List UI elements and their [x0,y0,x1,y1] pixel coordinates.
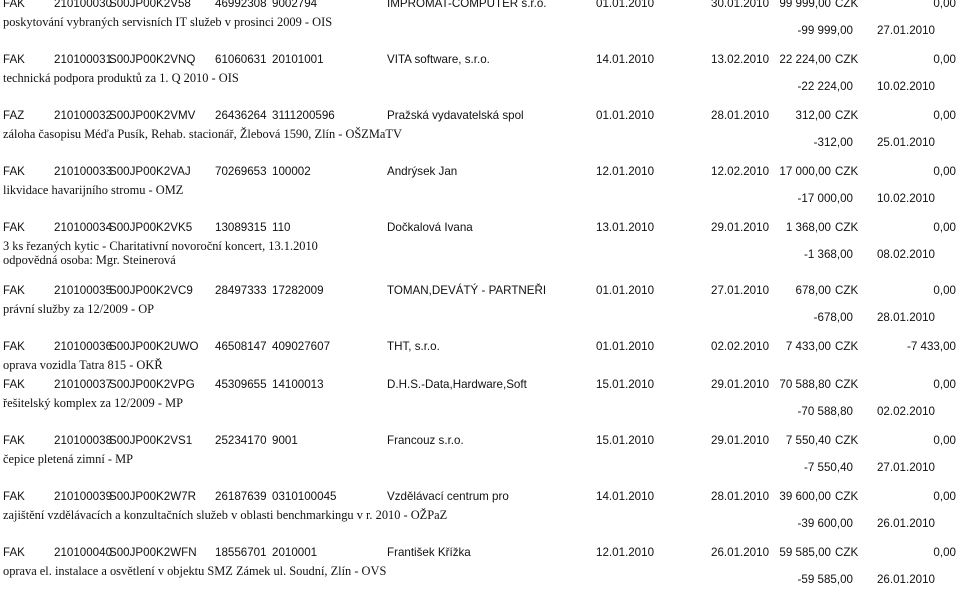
doc-number: 210100031 [54,53,113,66]
currency: CZK [835,490,859,503]
remaining-amount: 0,00 [933,546,956,559]
doc-type: FAZ [3,109,25,122]
supplier-ico: 45309655 [215,378,267,391]
invoice-amount: 678,00 [795,284,831,297]
invoice-amount: 17 000,00 [779,165,831,178]
invoice-description-2: odpovědná osoba: Mgr. Steinerová [3,253,176,267]
doc-code: S00JP00K2VPG [109,378,195,391]
due-date: 30.01.2010 [711,0,770,10]
invoice-description: čepice pletená zimní - MP [3,452,134,466]
due-date: 27.01.2010 [711,284,770,297]
doc-type: FAK [3,490,25,503]
supplier-name: TOMAN,DEVÁTÝ - PARTNEŘI [387,284,547,297]
doc-number: 210100033 [54,165,113,178]
supplier-ref: 20101001 [272,53,324,66]
invoice-amount: 70 588,80 [779,378,831,391]
payment-amount: -7 550,40 [804,461,853,474]
doc-type: FAK [3,378,25,391]
invoice-amount: 312,00 [795,109,831,122]
due-date: 29.01.2010 [711,221,770,234]
invoice-record [0,542,960,598]
supplier-ico: 25234170 [215,434,267,447]
invoice-amount: 39 600,00 [779,490,831,503]
doc-number: 210100038 [54,434,113,447]
currency: CZK [835,434,859,447]
currency: CZK [835,165,859,178]
supplier-name: Vzdělávací centrum pro [387,490,509,503]
supplier-ref: 2010001 [272,546,318,559]
doc-type: FAK [3,221,25,234]
invoice-description: záloha časopisu Méďa Pusík, Rehab. stacionář, Žlebová 1590, Zlín - OŠZMaTV [3,127,402,141]
payment-date: 02.02.2010 [876,405,935,418]
currency: CZK [835,221,859,234]
invoice-description: řešitelský komplex za 12/2009 - MP [3,396,183,410]
doc-code: S00JP00K2VS1 [109,434,193,447]
payment-amount: -70 588,80 [797,405,853,418]
supplier-name: Pražská vydavatelská spol [387,109,524,122]
currency: CZK [835,378,859,391]
issue-date: 15.01.2010 [596,378,655,391]
due-date: 02.02.2010 [711,340,770,353]
doc-number: 210100035 [54,284,113,297]
payment-amount: -39 600,00 [797,517,853,530]
payment-amount: -678,00 [813,311,853,324]
supplier-name: Dočkalová Ivana [387,221,473,234]
issue-date: 12.01.2010 [596,165,655,178]
doc-code: S00JP00K2UWO [109,340,199,353]
invoice-description: likvidace havarijního stromu - OMZ [3,183,184,197]
invoice-record [0,280,960,336]
supplier-ref: 409027607 [272,340,331,353]
invoice-amount: 59 585,00 [779,546,831,559]
doc-number: 210100030 [54,0,113,10]
supplier-ref: 110 [272,221,291,234]
supplier-ico: 46508147 [215,340,267,353]
payment-date: 08.02.2010 [876,248,935,261]
supplier-ref: 17282009 [272,284,324,297]
invoice-record [0,217,960,273]
due-date: 29.01.2010 [711,378,770,391]
supplier-ico: 26187639 [215,490,267,503]
remaining-amount: 0,00 [933,109,956,122]
remaining-amount: 0,00 [933,378,956,391]
doc-code: S00JP00K2VC9 [109,284,193,297]
invoice-record [0,49,960,105]
payment-amount: -59 585,00 [797,573,853,586]
remaining-amount: 0,00 [933,284,956,297]
doc-type: FAK [3,0,25,10]
invoice-amount: 7 433,00 [785,340,831,353]
issue-date: 15.01.2010 [596,434,655,447]
remaining-amount: 0,00 [933,221,956,234]
doc-code: S00JP00K2W7R [109,490,196,503]
supplier-ref: 14100013 [272,378,324,391]
payment-date: 10.02.2010 [876,80,935,93]
supplier-name: IMPROMAT-COMPUTER s.r.o. [387,0,547,10]
issue-date: 14.01.2010 [596,490,655,503]
doc-number: 210100032 [54,109,113,122]
payment-amount: -1 368,00 [804,248,853,261]
supplier-ref: 9002794 [272,0,318,10]
invoice-description: oprava vozidla Tatra 815 - OKŘ [3,358,163,372]
remaining-amount: 0,00 [933,165,956,178]
supplier-ref: 0310100045 [272,490,337,503]
invoice-amount: 1 368,00 [785,221,831,234]
remaining-amount: 0,00 [933,53,956,66]
invoice-amount: 7 550,40 [785,434,831,447]
currency: CZK [835,284,859,297]
invoice-description: zajištění vzdělávacích a konzultačních služeb v oblasti benchmarkingu v r. 2010 - OŽPaZ [3,508,448,522]
doc-type: FAK [3,546,25,559]
due-date: 26.01.2010 [711,546,770,559]
issue-date: 01.01.2010 [596,340,655,353]
doc-code: S00JP00K2WFN [109,546,197,559]
currency: CZK [835,546,859,559]
payment-amount: -312,00 [813,136,853,149]
due-date: 28.01.2010 [711,109,770,122]
doc-type: FAK [3,284,25,297]
doc-number: 210100039 [54,490,113,503]
remaining-amount: 0,00 [933,434,956,447]
payment-date: 10.02.2010 [876,192,935,205]
payment-date: 27.01.2010 [876,24,935,37]
due-date: 12.02.2010 [711,165,770,178]
remaining-amount: 0,00 [933,0,956,10]
invoice-amount: 99 999,00 [779,0,831,10]
invoice-description: technická podpora produktů za 1. Q 2010 - OIS [3,71,239,85]
invoice-record [0,486,960,542]
supplier-name: František Křížka [387,546,471,559]
doc-number: 210100037 [54,378,113,391]
due-date: 29.01.2010 [711,434,770,447]
currency: CZK [835,340,859,353]
doc-type: FAK [3,53,25,66]
invoice-description: právní služby za 12/2009 - OP [3,302,155,316]
supplier-ico: 70269653 [215,165,267,178]
payment-amount: -22 224,00 [797,80,853,93]
invoice-record [0,161,960,217]
payment-amount: -17 000,00 [797,192,853,205]
payment-date: 26.01.2010 [876,517,935,530]
supplier-name: Francouz s.r.o. [387,434,464,447]
supplier-ref: 9001 [272,434,298,447]
doc-code: S00JP00K2VNQ [109,53,196,66]
supplier-name: THT, s.r.o. [387,340,440,353]
doc-type: FAK [3,165,25,178]
doc-number: 210100034 [54,221,113,234]
currency: CZK [835,109,859,122]
invoice-record [0,374,960,430]
doc-code: S00JP00K2VMV [109,109,196,122]
issue-date: 01.01.2010 [596,0,655,10]
supplier-name: Andrýsek Jan [387,165,458,178]
invoice-record [0,430,960,486]
remaining-amount: 0,00 [933,490,956,503]
doc-code: S00JP00K2VK5 [109,221,193,234]
doc-code: S00JP00K2VAJ [109,165,191,178]
invoice-amount: 22 224,00 [779,53,831,66]
supplier-ico: 46992308 [215,0,267,10]
supplier-ref: 100002 [272,165,311,178]
issue-date: 12.01.2010 [596,546,655,559]
doc-type: FAK [3,340,25,353]
issue-date: 14.01.2010 [596,53,655,66]
supplier-ico: 18556701 [215,546,267,559]
payment-date: 25.01.2010 [876,136,935,149]
currency: CZK [835,53,859,66]
supplier-ico: 26436264 [215,109,267,122]
supplier-ico: 13089315 [215,221,267,234]
invoice-description: poskytování vybraných servisních IT služeb v prosinci 2009 - OIS [3,15,333,29]
invoice-description: oprava el. instalace a osvětlení v objektu SMZ Zámek ul. Soudní, Zlín - OVS [3,564,387,578]
supplier-name: D.H.S.-Data,Hardware,Soft [387,378,527,391]
remaining-amount: -7 433,00 [907,340,956,353]
invoice-record [0,105,960,161]
issue-date: 01.01.2010 [596,109,655,122]
doc-number: 210100040 [54,546,113,559]
doc-type: FAK [3,434,25,447]
supplier-ico: 61060631 [215,53,267,66]
due-date: 13.02.2010 [711,53,770,66]
payment-date: 26.01.2010 [876,573,935,586]
invoice-record [0,0,960,49]
doc-number: 210100036 [54,340,113,353]
issue-date: 13.01.2010 [596,221,655,234]
invoice-description: 3 ks řezaných kytic - Charitativní novoroční koncert, 13.1.2010 [3,239,318,253]
issue-date: 01.01.2010 [596,284,655,297]
payment-date: 28.01.2010 [876,311,935,324]
payment-amount: -99 999,00 [797,24,853,37]
supplier-ref: 3111200596 [272,109,335,122]
due-date: 28.01.2010 [711,490,770,503]
supplier-ico: 28497333 [215,284,267,297]
currency: CZK [835,0,859,10]
payment-date: 27.01.2010 [876,461,935,474]
doc-code: S00JP00K2V58 [109,0,191,10]
supplier-name: VITA software, s.r.o. [387,53,490,66]
